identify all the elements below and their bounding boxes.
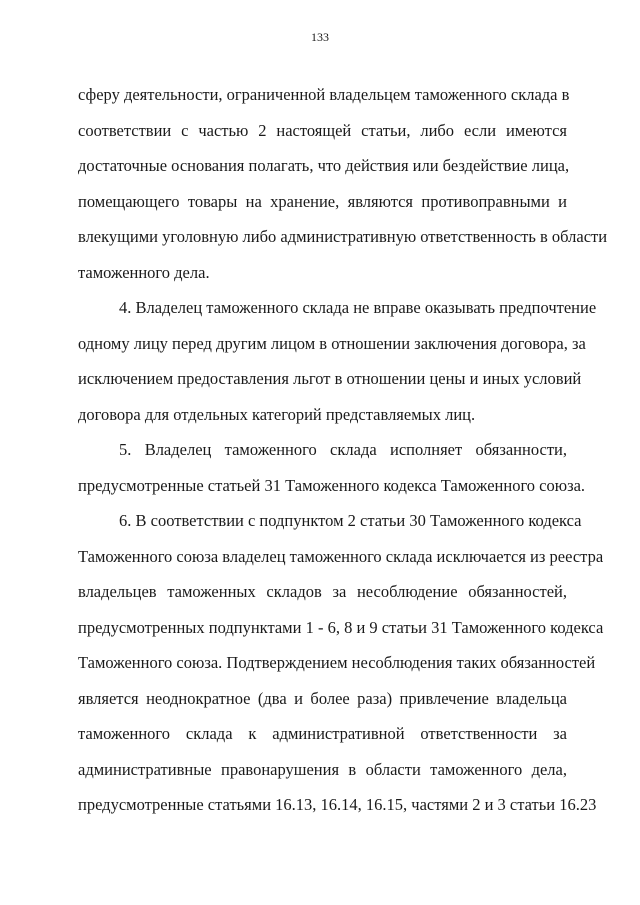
text-line: достаточные основания полагать, что действия или бездействие лица, bbox=[78, 156, 570, 175]
text-line: предусмотренные статьей 31 Таможенного кодекса Таможенного союза. bbox=[78, 475, 586, 495]
text-line: Таможенного союза. Подтверждением несоблюдения таких обязанностей bbox=[78, 653, 596, 672]
paragraph-6-start: 6. В соответствии с подпунктом 2 статьи 30 Таможенного кодекса bbox=[119, 511, 582, 530]
text-line: соответствии с частью 2 настоящей статьи, либо если имеются bbox=[78, 120, 567, 140]
page-number: 133 bbox=[311, 30, 329, 44]
text-line: договора для отдельных категорий представляемых лиц. bbox=[78, 404, 476, 424]
text-line: предусмотренных подпунктами 1 - 6, 8 и 9 статьи 31 Таможенного кодекса bbox=[78, 617, 604, 637]
text-line: является неоднократное (два и более раза) привлечение владельца bbox=[78, 688, 567, 708]
text-line: влекущими уголовную либо административную ответственность в области bbox=[78, 227, 608, 246]
text-line: владельцев таможенных складов за несоблюдение обязанностей, bbox=[78, 582, 567, 601]
text-line: Таможенного союза владелец таможенного склада исключается из реестра bbox=[78, 546, 604, 566]
text-line: исключением предоставления льгот в отношении цены и иных условий bbox=[78, 369, 582, 388]
text-line: помещающего товары на хранение, являются противоправными и bbox=[78, 191, 567, 211]
text-line: предусмотренные статьями 16.13, 16.14, 16.15, частями 2 и 3 статьи 16.23 bbox=[78, 795, 597, 814]
text-line: административные правонарушения в области таможенного дела, bbox=[78, 759, 567, 779]
body-text bbox=[78, 84, 608, 830]
text-line: сферу деятельности, ограниченной владельцем таможенного склада в bbox=[78, 85, 570, 104]
paragraph-5-start: 5. Владелец таможенного склада исполняет обязанности, bbox=[119, 440, 567, 459]
text-line: таможенного дела. bbox=[78, 262, 210, 282]
text-line: одному лицу перед другим лицом в отношении заключения договора, за bbox=[78, 333, 586, 353]
paragraph-4-start: 4. Владелец таможенного склада не вправе оказывать предпочтение bbox=[119, 298, 597, 317]
text-line: таможенного склада к административной ответственности за bbox=[78, 724, 567, 743]
